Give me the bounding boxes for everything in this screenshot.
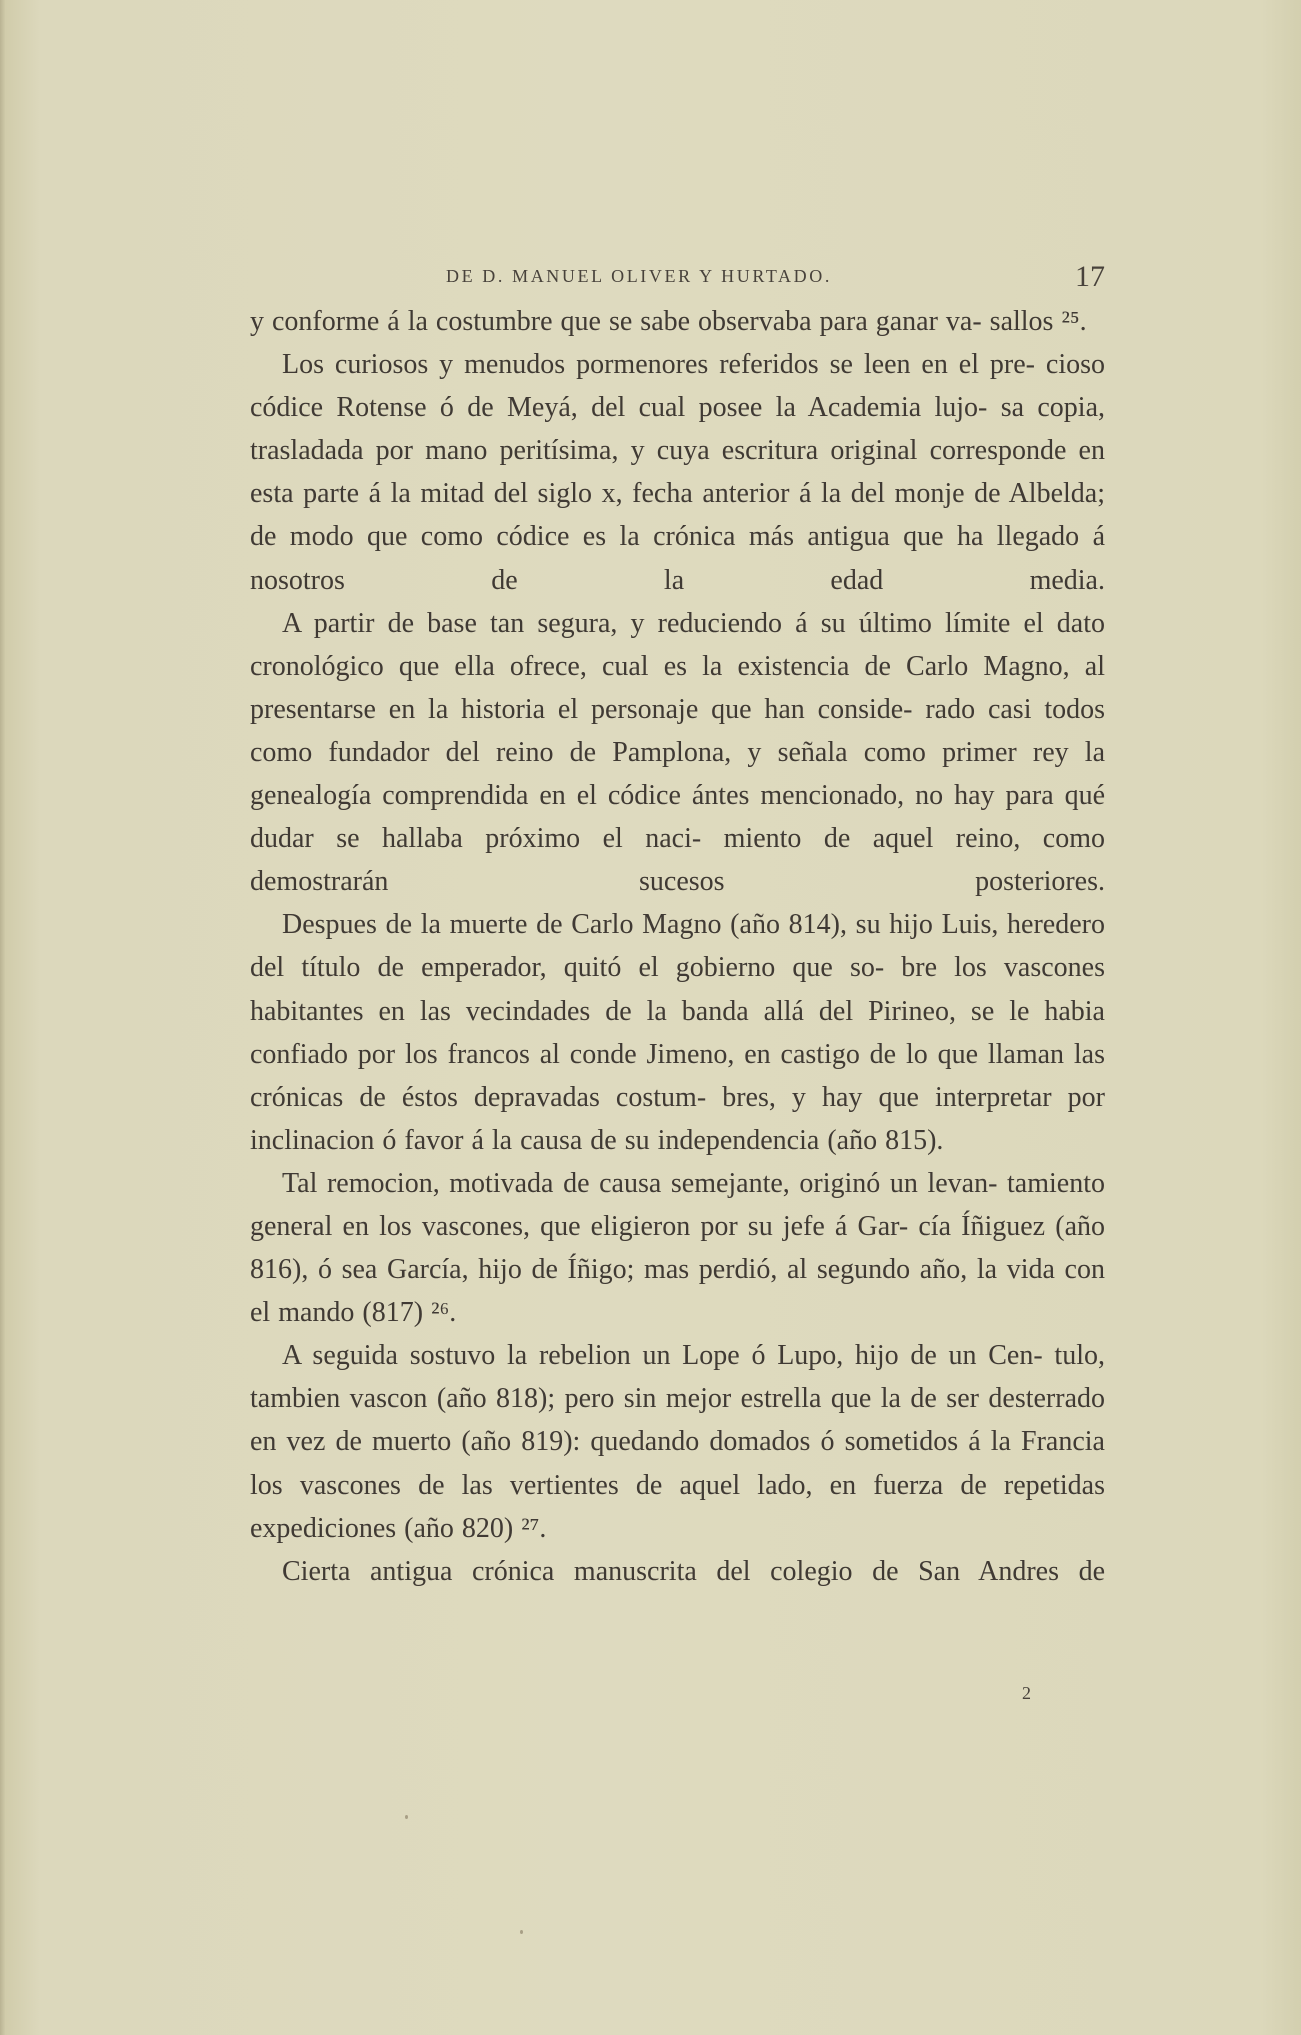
body-text — [250, 300, 1105, 1593]
binding-edge — [0, 0, 6, 2035]
paragraph-6: A seguida sostuvo la rebelion un Lope ó Lupo, hijo de un Cen- tulo, tambien vascon (año 818); pero sin mejor estrella que la de ser desterrado en vez de muerto (año 819): quedando domados ó sometidos á la Francia los vascones de las vertientes de aquel lado, en fuerza de repetidas expediciones (año 820) ²⁷. — [250, 1340, 1105, 1544]
signature-mark: 2 — [1022, 1683, 1031, 1703]
paper-speck — [405, 1815, 408, 1819]
paragraph-4: Despues de la muerte de Carlo Magno (año 814), su hijo Luis, heredero del título de emperador, quitó el gobierno que so- bre los vascones habitantes en las vecindades de la banda allá del Pirineo, se le habia confiado por los francos al conde Jimeno, en castigo de lo que llaman las crónicas de éstos depravadas costum- bres, y hay que interpretar por inclinacion ó favor á la causa de su independencia (año 815). — [250, 909, 1105, 1156]
page-number: 17 — [1075, 260, 1105, 293]
paragraph-7: Cierta antigua crónica manuscrita del colegio de San Andres de — [282, 1555, 1105, 1587]
paper-speck — [520, 1930, 523, 1934]
paragraph-1: y conforme á la costumbre que se sabe observaba para ganar va- sallos ²⁵. — [250, 306, 1087, 337]
running-head — [250, 262, 1105, 296]
paragraph-3: A partir de base tan segura, y reduciendo á su último límite el dato cronológico que ella ofrece, cual es la existencia de Carlo Magno, al presentarse en la historia el personaje que han conside- rado casi todos como fundador del reino de Pamplona, y señala como primer rey la genealogía comprendida en el códice ántes mencionado, no hay para qué dudar se hallaba próximo el naci- miento de aquel reino, como demostrarán sucesos posteriores. — [250, 607, 1105, 898]
paragraph-5: Tal remocion, motivada de causa semejante, originó un levan- tamiento general en los vascones, que eligieron por su jefe á Gar- cía Íñiguez (año 816), ó sea García, hijo de Íñigo; mas perdió, al segundo año, la vida con el mando (817) ²⁶. — [250, 1167, 1105, 1329]
paragraph-2: Los curiosos y menudos pormenores referidos se leen en el pre- cioso códice Rotense ó de Meyá, del cual posee la Academia lujo- sa copia, trasladada por mano peritísima, y cuya escritura original corresponde en esta parte á la mitad del siglo x, fecha anterior á la del monje de Albelda; de modo que como códice es la crónica más antigua que ha llegado á nosotros de la edad media. — [250, 349, 1105, 596]
running-title: DE D. MANUEL OLIVER Y HURTADO. — [446, 266, 832, 286]
